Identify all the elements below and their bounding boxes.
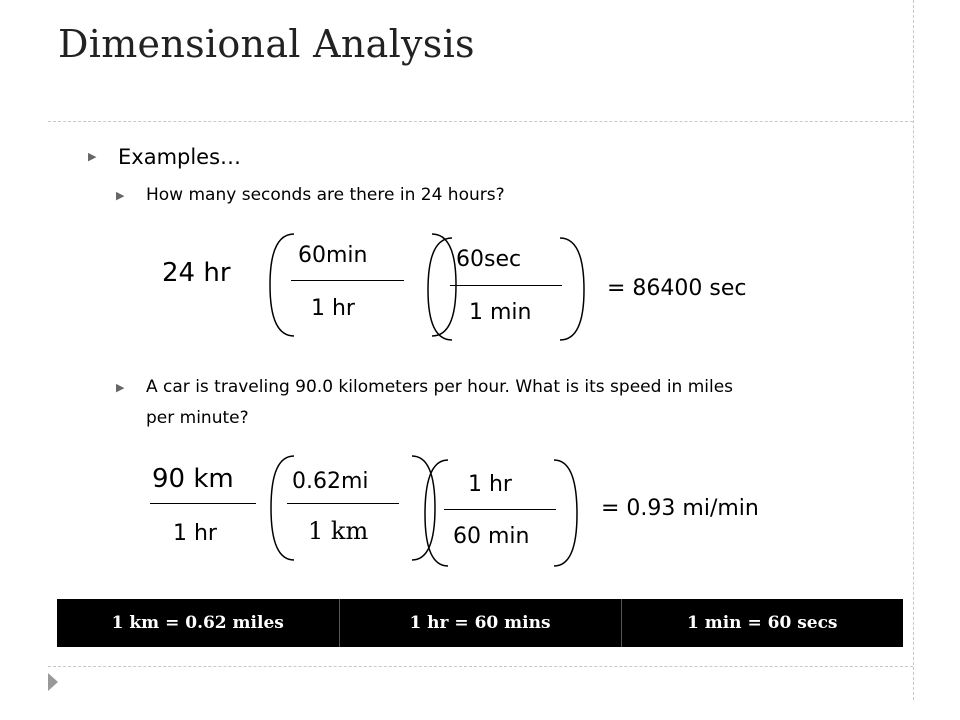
table-row — [57, 599, 903, 647]
bullet-q1 — [116, 180, 505, 211]
ex2-start-numerator: 90 km — [152, 464, 234, 494]
ex1-open-paren-1 — [270, 234, 294, 336]
conversion-km-miles: 1 km = 0.62 miles — [111, 613, 284, 633]
ex1-open-paren-2 — [428, 238, 452, 340]
bullet-q2-text — [146, 372, 906, 434]
ex1-factor1-denominator: 1 hr — [311, 296, 355, 321]
ex1-factor2-numerator: 60sec — [456, 247, 522, 272]
ex2-factor1-numerator: 0.62mi — [292, 469, 369, 494]
conversion-min-secs: 1 min = 60 secs — [621, 599, 903, 647]
ex1-factor1-numerator: 60min — [298, 243, 368, 268]
bullet-q2-line2: per minute? — [146, 408, 249, 428]
bottom-divider — [48, 666, 913, 667]
ex1-factor2-bar — [450, 285, 562, 286]
ex2-factor2-denominator: 60 min — [453, 524, 530, 549]
bullet-q2-line1: A car is traveling 90.0 kilometers per hour. What is its speed in miles — [146, 377, 734, 397]
right-divider — [913, 0, 914, 700]
ex2-result: = 0.93 mi/min — [601, 496, 759, 521]
ex2-close-paren-2 — [554, 460, 577, 566]
ex2-start-bar — [150, 503, 256, 504]
ex2-factor1-denominator: 1 km — [308, 517, 369, 545]
top-divider — [48, 121, 913, 122]
bullet-examples — [88, 145, 241, 169]
ex2-factor2-numerator: 1 hr — [468, 472, 512, 497]
bullet-examples-text: Examples… — [118, 145, 242, 169]
corner-arrow-icon — [48, 673, 58, 691]
triangle-bullet-icon: ▶ — [116, 381, 125, 394]
triangle-bullet-icon: ▶ — [116, 189, 125, 202]
ex2-start-denominator: 1 hr — [173, 521, 217, 546]
ex1-start: 24 hr — [162, 258, 231, 288]
bullet-q2 — [116, 372, 906, 434]
slide-title: Dimensional Analysis — [58, 22, 475, 66]
ex2-factor1-bar — [287, 503, 399, 504]
ex1-factor1-bar — [291, 280, 404, 281]
triangle-bullet-icon: ▶ — [88, 150, 97, 163]
ex1-close-paren-2 — [560, 238, 584, 340]
bullet-q1-text: How many seconds are there in 24 hours? — [146, 185, 505, 205]
ex2-open-paren-1 — [271, 456, 294, 560]
ex1-result: = 86400 sec — [607, 276, 747, 301]
ex1-factor2-denominator: 1 min — [469, 300, 532, 325]
conversion-table — [57, 599, 903, 647]
ex2-factor2-bar — [444, 509, 556, 510]
conversion-hr-mins: 1 hr = 60 mins — [339, 599, 621, 647]
